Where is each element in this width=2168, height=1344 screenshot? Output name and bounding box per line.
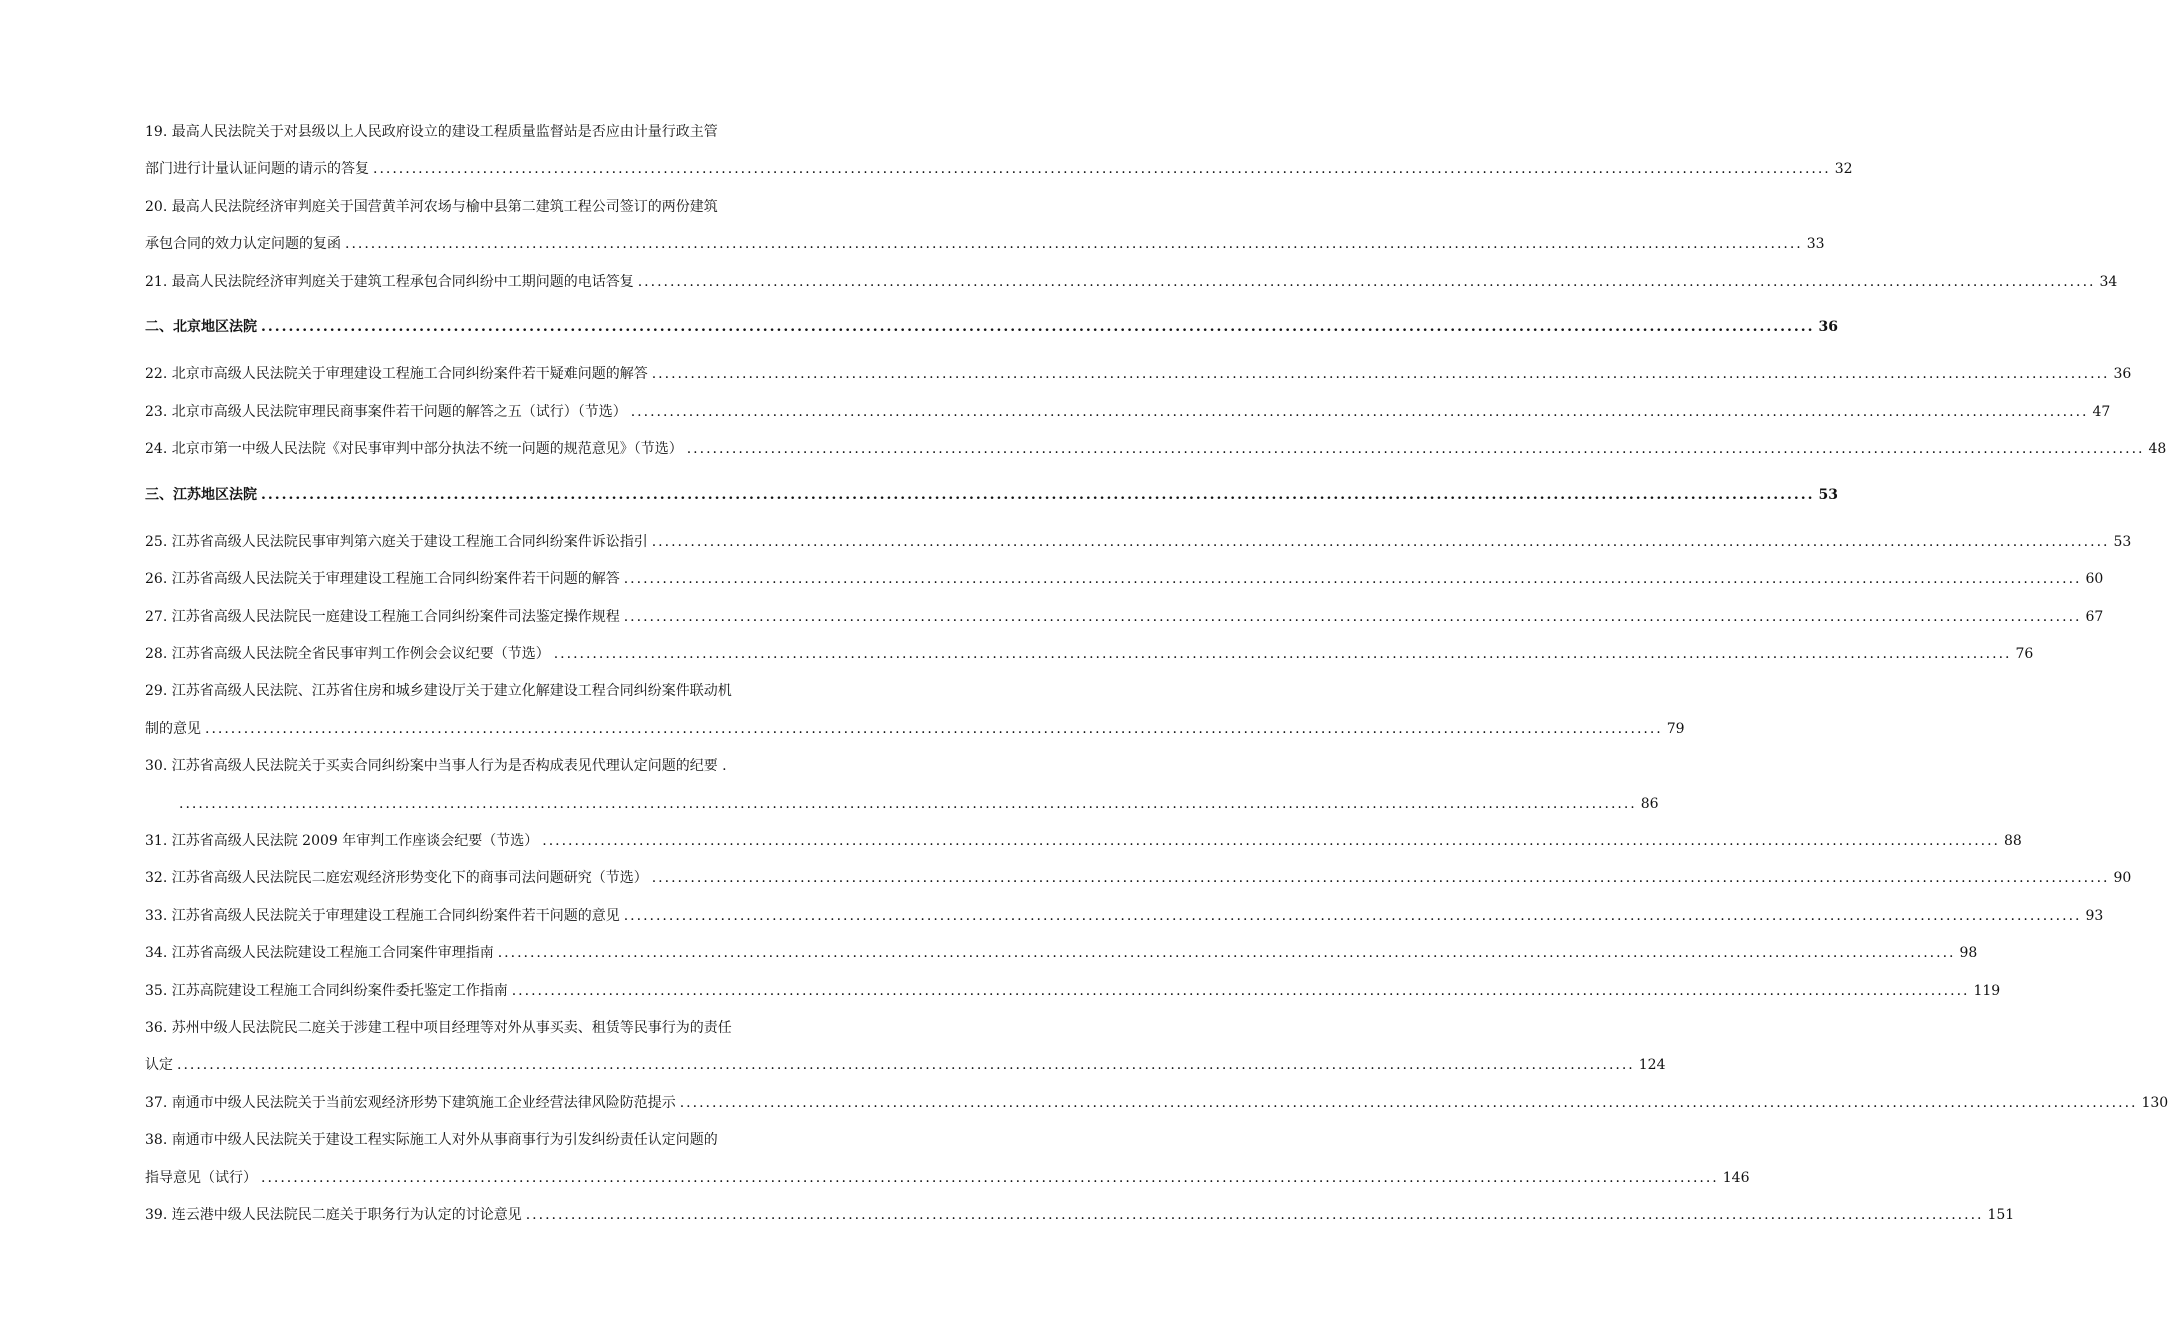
toc-entry-title: 部门进行计量认证问题的请示的答复 xyxy=(145,161,369,178)
dot-leader xyxy=(554,636,2012,673)
dot-leader xyxy=(498,935,1956,972)
page-number: 88 xyxy=(2004,833,2022,850)
section-heading: 二、北京地区法院 xyxy=(145,318,257,335)
toc-entry-title: 23. 北京市高级人民法院审理民商事案件若干问题的解答之五（试行）（节选） xyxy=(145,403,627,420)
dot-leader xyxy=(512,973,1970,1010)
page-number: 47 xyxy=(2092,403,2111,420)
toc-entry-39[interactable] xyxy=(145,1197,2015,1234)
dot-leader xyxy=(261,309,1815,346)
toc-entry-title: 26. 江苏省高级人民法院关于审理建设工程施工合同纠纷案件若干问题的解答 xyxy=(145,571,620,588)
section-heading: 三、江苏地区法院 xyxy=(145,486,257,503)
toc-entry-title: 32. 江苏省高级人民法院民二庭宏观经济形势变化下的商事司法问题研究（节选） xyxy=(145,870,648,887)
toc-entry-22[interactable] xyxy=(145,356,2132,393)
page-number: 130 xyxy=(2141,1094,2168,1111)
toc-entry-19[interactable] xyxy=(145,114,1853,189)
toc-entry-title: 31. 江苏省高级人民法院 2009 年审判工作座谈会纪要（节选） xyxy=(145,833,539,850)
toc-entry-title: 27. 江苏省高级人民法院民一庭建设工程施工合同纠纷案件司法鉴定操作规程 xyxy=(145,608,620,625)
dot-leader xyxy=(652,860,2110,897)
page-number: 67 xyxy=(2085,608,2104,625)
dot-leader xyxy=(261,477,1815,514)
toc-entry-27[interactable] xyxy=(145,599,2104,636)
dot-leader xyxy=(624,561,2082,598)
page-number: 76 xyxy=(2015,646,2034,663)
toc-entry-line: 36. 苏州中级人民法院民二庭关于涉建工程中项目经理等对外从事买卖、租赁等民事行为的责任 xyxy=(145,1019,732,1036)
toc-entry-line: 20. 最高人民法院经济审判庭关于国营黄羊河农场与榆中县第二建筑工程公司签订的两份建筑 xyxy=(145,198,718,215)
dot-leader xyxy=(345,226,1803,263)
page-number: 90 xyxy=(2113,870,2132,887)
toc-entry-28[interactable] xyxy=(145,636,2034,673)
toc-entry-38[interactable] xyxy=(145,1122,1750,1197)
toc-entry-line: 38. 南通市中级人民法院关于建设工程实际施工人对外从事商事行为引发纠纷责任认定问题的 xyxy=(145,1132,718,1149)
table-of-contents xyxy=(145,114,2168,1234)
toc-entry-title: 认定 xyxy=(145,1057,173,1074)
page-number: 98 xyxy=(1959,945,1978,962)
toc-entry-24[interactable] xyxy=(145,431,2167,468)
dot-leader xyxy=(638,264,2096,301)
toc-entry-title: 25. 江苏省高级人民法院民事审判第六庭关于建设工程施工合同纠纷案件诉讼指引 xyxy=(145,533,648,550)
toc-entry-title: 35. 江苏高院建设工程施工合同纠纷案件委托鉴定工作指南 xyxy=(145,982,508,999)
toc-entry-26[interactable] xyxy=(145,561,2104,598)
toc-entry-title: 37. 南通市中级人民法院关于当前宏观经济形势下建筑施工企业经营法律风险防范提示 xyxy=(145,1094,676,1111)
toc-entry-line: 19. 最高人民法院关于对县级以上人民政府设立的建设工程质量监督站是否应由计量行政主管 xyxy=(145,124,718,140)
toc-entry-36[interactable] xyxy=(145,1010,1666,1085)
toc-entry-30[interactable] xyxy=(145,748,1659,823)
toc-entry-title: 24. 北京市第一中级人民法院《对民事审判中部分执法不统一问题的规范意见》（节选） xyxy=(145,441,683,458)
dot-leader xyxy=(687,431,2145,468)
page-number: 119 xyxy=(1973,982,2001,999)
toc-entry-title: 39. 连云港中级人民法院民二庭关于职务行为认定的讨论意见 xyxy=(145,1206,522,1223)
dot-leader xyxy=(205,711,1663,748)
page-number: 34 xyxy=(2099,273,2118,290)
toc-entry-title: 33. 江苏省高级人民法院关于审理建设工程施工合同纠纷案件若干问题的意见 xyxy=(145,907,620,924)
toc-entry-title: 22. 北京市高级人民法院关于审理建设工程施工合同纠纷案件若干疑难问题的解答 xyxy=(145,366,648,383)
page-number: 124 xyxy=(1638,1057,1666,1074)
dot-leader xyxy=(373,151,1831,188)
toc-entry-25[interactable] xyxy=(145,524,2132,561)
toc-section-beijing[interactable] xyxy=(145,309,1839,346)
dot-leader xyxy=(631,394,2089,431)
dot-leader xyxy=(624,599,2082,636)
page-number: 36 xyxy=(1818,318,1839,335)
toc-entry-title: 制的意见 xyxy=(145,720,201,737)
dot-leader xyxy=(652,524,2110,561)
toc-entry-title: 承包合同的效力认定问题的复函 xyxy=(145,236,341,253)
dot-leader xyxy=(526,1197,1984,1234)
dot-leader xyxy=(680,1085,2138,1122)
dot-leader xyxy=(652,356,2110,393)
dot-leader xyxy=(179,786,1637,823)
dot-leader xyxy=(542,823,2000,860)
toc-entry-line: 29. 江苏省高级人民法院、江苏省住房和城乡建设厅关于建立化解建设工程合同纠纷案件联动机 xyxy=(145,683,732,700)
toc-entry-29[interactable] xyxy=(145,673,1685,748)
dot-leader xyxy=(177,1047,1635,1084)
page-number: 48 xyxy=(2148,441,2167,458)
page-number: 151 xyxy=(1987,1206,2015,1223)
toc-entry-21[interactable] xyxy=(145,264,2118,301)
page-number: 36 xyxy=(2113,366,2132,383)
toc-entry-33[interactable] xyxy=(145,898,2104,935)
page-number: 79 xyxy=(1666,720,1685,737)
page-number: 53 xyxy=(1818,486,1839,503)
page-number: 93 xyxy=(2085,907,2104,924)
toc-entry-title: 28. 江苏省高级人民法院全省民事审判工作例会会议纪要（节选） xyxy=(145,646,550,663)
dot-leader xyxy=(624,898,2082,935)
page-number: 60 xyxy=(2085,571,2104,588)
toc-entry-37[interactable] xyxy=(145,1085,2168,1122)
page-number: 32 xyxy=(1834,161,1853,178)
toc-section-jiangsu[interactable] xyxy=(145,477,1839,514)
page-number: 146 xyxy=(1722,1169,1750,1186)
page-number: 33 xyxy=(1806,236,1825,253)
page-number: 53 xyxy=(2113,533,2132,550)
toc-entry-title: 34. 江苏省高级人民法院建设工程施工合同案件审理指南 xyxy=(145,945,494,962)
dot-leader xyxy=(261,1160,1719,1197)
toc-entry-line: 30. 江苏省高级人民法院关于买卖合同纠纷案中当事人行为是否构成表见代理认定问题的纪要 . xyxy=(145,758,727,775)
toc-entry-34[interactable] xyxy=(145,935,1978,972)
page-number: 86 xyxy=(1640,795,1659,812)
toc-entry-title: 指导意见（试行） xyxy=(145,1169,257,1186)
toc-entry-20[interactable] xyxy=(145,189,1825,264)
toc-entry-35[interactable] xyxy=(145,973,2001,1010)
toc-entry-title: 21. 最高人民法院经济审判庭关于建筑工程承包合同纠纷中工期问题的电话答复 xyxy=(145,273,634,290)
toc-entry-31[interactable] xyxy=(145,823,2022,860)
toc-entry-23[interactable] xyxy=(145,394,2111,431)
toc-entry-32[interactable] xyxy=(145,860,2132,897)
